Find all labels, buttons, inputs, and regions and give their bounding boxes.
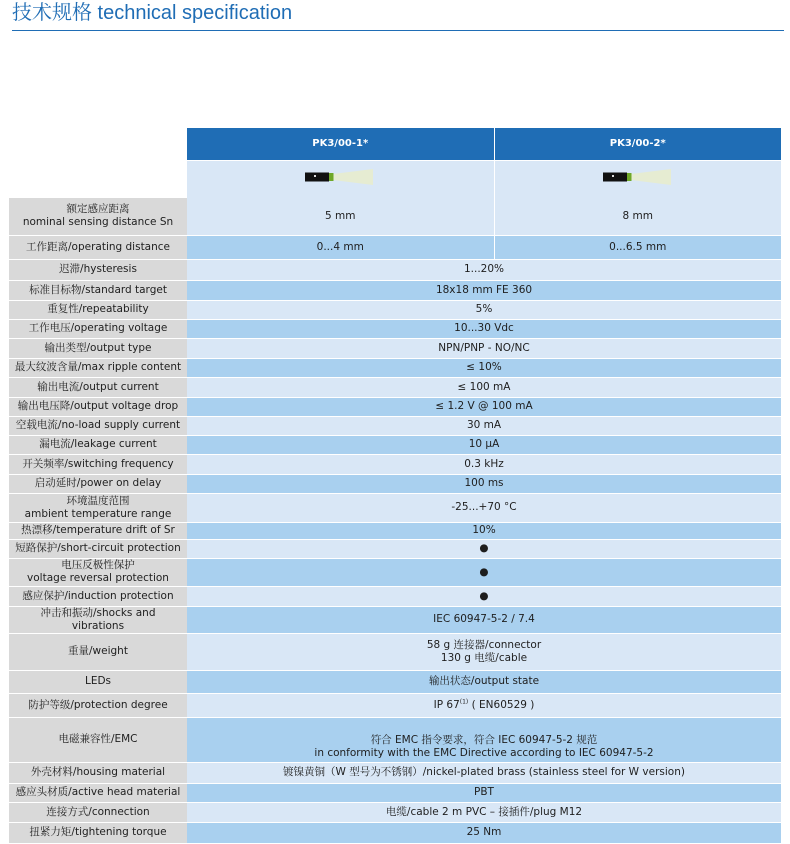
- corner-cell: [9, 160, 187, 198]
- table-row: [9, 783, 781, 802]
- row-value-1: 5 mm: [187, 198, 494, 235]
- table-row: [9, 319, 781, 338]
- table-row: [9, 454, 781, 474]
- row-value-2: 8 mm: [494, 198, 781, 235]
- row-label: 热漂移/temperature drift of Sr: [9, 522, 187, 539]
- row-value: 电缆/cable 2 m PVC – 接插件/plug M12: [187, 802, 781, 822]
- corner-cell: [9, 128, 187, 160]
- table-row: [9, 586, 781, 606]
- row-value: [187, 717, 781, 762]
- row-value: ●: [187, 558, 781, 586]
- row-label: 冲击和振动/shocks and vibrations: [9, 606, 187, 633]
- row-label: LEDs: [9, 670, 187, 693]
- row-label: [9, 493, 187, 522]
- row-value: 30 mA: [187, 416, 781, 435]
- row-label: 重量/weight: [9, 633, 187, 670]
- row-label: 短路保护/short-circuit protection: [9, 539, 187, 558]
- row-value: ≤ 100 mA: [187, 377, 781, 397]
- row-value: 10...30 Vdc: [187, 319, 781, 338]
- row-value: [187, 633, 781, 670]
- row-label: 工作电压/operating voltage: [9, 319, 187, 338]
- row-label: [9, 558, 187, 586]
- row-value: ●: [187, 539, 781, 558]
- table-row: [9, 822, 781, 843]
- spec-table: [9, 128, 781, 844]
- row-label: 迟滞/hysteresis: [9, 259, 187, 280]
- row-label: 外壳材料/housing material: [9, 762, 187, 783]
- emc-cn: 符合 EMC 指令要求，符合 IEC 60947-5-2 规范: [370, 733, 598, 746]
- row-value: ≤ 10%: [187, 358, 781, 377]
- row-label: 启动延时/power on delay: [9, 474, 187, 493]
- sensor-icon: [305, 168, 375, 186]
- row-value: 输出状态/output state: [187, 670, 781, 693]
- row-label: 防护等级/protection degree: [9, 693, 187, 717]
- table-row: [9, 358, 781, 377]
- row-label: 连接方式/connection: [9, 802, 187, 822]
- row-label: 标准目标物/standard target: [9, 280, 187, 300]
- row-label: 扭紧力矩/tightening torque: [9, 822, 187, 843]
- weight-cable: 130 g 电缆/cable: [440, 651, 528, 664]
- row-value: IEC 60947-5-2 / 7.4: [187, 606, 781, 633]
- table-row: [9, 693, 781, 717]
- table-row: [9, 235, 781, 259]
- weight-connector: 58 g 连接器/connector: [426, 638, 542, 651]
- row-label: 工作距离/operating distance: [9, 235, 187, 259]
- row-value: 5%: [187, 300, 781, 319]
- row-label-cn: 环境温度范围: [66, 494, 130, 507]
- protection-standard: ( EN60529 ): [468, 698, 535, 711]
- table-row: [9, 397, 781, 416]
- row-label: 最大纹波含量/max ripple content: [9, 358, 187, 377]
- row-value: 100 ms: [187, 474, 781, 493]
- table-row: [9, 558, 781, 586]
- row-value: 10 µA: [187, 435, 781, 454]
- table-row: [9, 300, 781, 319]
- row-label: 电磁兼容性/EMC: [9, 717, 187, 762]
- table-row: [9, 762, 781, 783]
- row-value: ≤ 1.2 V @ 100 mA: [187, 397, 781, 416]
- row-value-1: 0...4 mm: [187, 235, 494, 259]
- row-value: 0.3 kHz: [187, 454, 781, 474]
- row-value: -25...+70 °C: [187, 493, 781, 522]
- row-label: 感应头材质/active head material: [9, 783, 187, 802]
- table-row: [9, 377, 781, 397]
- table-row: [9, 493, 781, 522]
- table-row: [9, 280, 781, 300]
- row-label: 输出电流/output current: [9, 377, 187, 397]
- title-divider: [12, 30, 784, 31]
- row-label-cn: 电压反极性保护: [61, 559, 135, 571]
- table-row: [9, 198, 781, 235]
- row-value: [187, 693, 781, 717]
- row-value: NPN/PNP - NO/NC: [187, 338, 781, 358]
- table-row: [9, 802, 781, 822]
- row-label: 感应保护/induction protection: [9, 586, 187, 606]
- page-title: 技术规格 technical specification: [12, 2, 293, 24]
- row-value: 25 Nm: [187, 822, 781, 843]
- table-row: [9, 522, 781, 539]
- row-label: 输出电压降/output voltage drop: [9, 397, 187, 416]
- model-header-2: PK3/00-2*: [494, 128, 781, 160]
- table-row: [9, 633, 781, 670]
- row-value: 10%: [187, 522, 781, 539]
- table-row: [9, 670, 781, 693]
- row-label: 重复性/repeatability: [9, 300, 187, 319]
- table-row: [9, 338, 781, 358]
- emc-en: in conformity with the EMC Directive according to IEC 60947-5-2: [314, 746, 654, 759]
- table-row: [9, 606, 781, 633]
- model-image-row: [9, 160, 781, 198]
- row-value: ●: [187, 586, 781, 606]
- table-row: [9, 717, 781, 762]
- row-value: 18x18 mm FE 360: [187, 280, 781, 300]
- sensor-icon: [603, 168, 673, 186]
- row-label-en: nominal sensing distance Sn: [22, 216, 174, 229]
- table-row: [9, 474, 781, 493]
- row-value: PBT: [187, 783, 781, 802]
- row-label-en: ambient temperature range: [24, 507, 172, 520]
- row-label: [9, 198, 187, 235]
- model-header-1: PK3/00-1*: [187, 128, 494, 160]
- table-row: [9, 259, 781, 280]
- row-label-en: voltage reversal protection: [27, 572, 169, 584]
- row-value: 1...20%: [187, 259, 781, 280]
- row-value-2: 0...6.5 mm: [494, 235, 781, 259]
- model-image-2: [494, 160, 781, 198]
- row-label: 空载电流/no-load supply current: [9, 416, 187, 435]
- table-row: [9, 435, 781, 454]
- model-header-row: [9, 128, 781, 160]
- row-label-cn: 额定感应距离: [66, 203, 130, 216]
- footnote-ref: (1): [459, 698, 469, 705]
- table-row: [9, 416, 781, 435]
- protection-ip: IP 67: [433, 698, 460, 711]
- row-value: 镀镍黄铜（W 型号为不锈钢）/nickel-plated brass (stainless steel for W version): [187, 762, 781, 783]
- row-label: 漏电流/leakage current: [9, 435, 187, 454]
- model-image-1: [187, 160, 494, 198]
- table-row: [9, 539, 781, 558]
- row-label: 输出类型/output type: [9, 338, 187, 358]
- row-label: 开关频率/switching frequency: [9, 454, 187, 474]
